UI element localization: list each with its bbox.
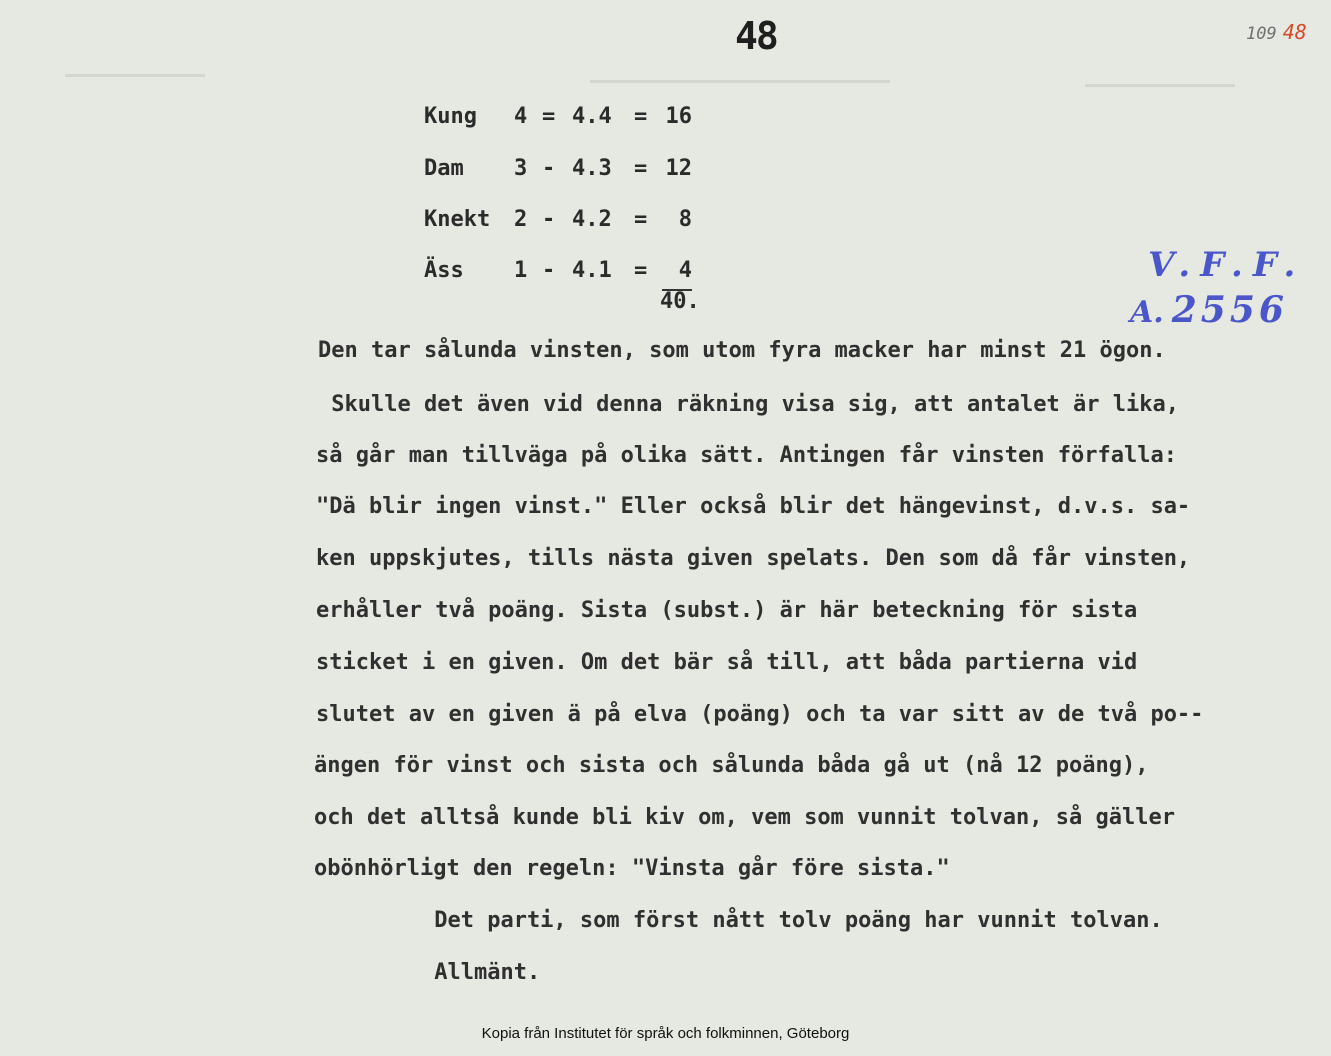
calc-product: 4.1 xyxy=(572,258,612,283)
calc-eq: = xyxy=(634,156,648,181)
calc-label: Kung xyxy=(424,104,477,129)
body-line: så går man tillväga på olika sätt. Antingen får vinsten förfalla: xyxy=(316,443,1177,468)
calc-label: Äss xyxy=(424,258,464,283)
stamp-line-1: V.F.F. xyxy=(1148,245,1306,285)
calc-result: 12 xyxy=(665,156,692,181)
body-line: erhåller två poäng. Sista (subst.) är här beteckning för sista xyxy=(316,598,1138,623)
stamp-prefix: A. xyxy=(1130,295,1164,330)
faint-rule xyxy=(1085,84,1235,87)
calc-op: = xyxy=(542,104,556,129)
calc-result: 8 xyxy=(678,207,692,232)
calc-count: 4 xyxy=(514,104,528,129)
body-line: ken uppskjutes, tills nästa given spelats. Den som då får vinsten, xyxy=(316,546,1191,571)
faint-rule xyxy=(590,80,890,83)
body-line: "Dä blir ingen vinst." Eller också blir det hängevinst, d.v.s. sa- xyxy=(316,494,1191,519)
archive-number xyxy=(1246,20,1307,44)
faint-rule xyxy=(65,74,205,77)
calc-result: 4 xyxy=(678,258,692,283)
calc-count: 3 xyxy=(514,156,528,181)
body-line: Allmänt. xyxy=(368,960,541,985)
calc-label: Dam xyxy=(424,156,464,181)
body-line: sticket i en given. Om det bär så till, att båda partierna vid xyxy=(316,650,1138,675)
calc-product: 4.2 xyxy=(572,207,612,232)
calc-label: Knekt xyxy=(424,207,491,232)
calc-product: 4.3 xyxy=(572,156,612,181)
calc-total: 40. xyxy=(660,289,700,314)
body-line: Den tar sålunda vinsten, som utom fyra macker har minst 21 ögon. xyxy=(318,338,1166,363)
archive-number-red: 48 xyxy=(1282,20,1307,44)
page-number: 48 xyxy=(735,14,777,58)
calc-eq: = xyxy=(634,207,648,232)
calc-op: - xyxy=(542,207,556,232)
body-line: Det parti, som först nått tolv poäng har vunnit tolvan. xyxy=(368,908,1163,933)
archive-number-pencil: 109 xyxy=(1246,24,1277,44)
stamp-number: 2556 xyxy=(1171,289,1288,331)
body-line: slutet av en given ä på elva (poäng) och ta var sitt av de två po-- xyxy=(316,702,1204,727)
stamp-line-2 xyxy=(1130,289,1288,331)
calc-count: 1 xyxy=(514,258,528,283)
calc-op: - xyxy=(542,156,556,181)
calc-eq: = xyxy=(634,258,648,283)
body-line: obönhörligt den regeln: "Vinsta går före sista." xyxy=(314,856,950,881)
body-line: ängen för vinst och sista och sålunda båda gå ut (nå 12 poäng), xyxy=(314,753,1149,778)
calc-eq: = xyxy=(634,104,648,129)
calc-product: 4.4 xyxy=(572,104,612,129)
calc-count: 2 xyxy=(514,207,528,232)
calc-op: - xyxy=(542,258,556,283)
footer-credit: Kopia från Institutet för språk och folkminnen, Göteborg xyxy=(481,1025,850,1042)
body-line: och det alltså kunde bli kiv om, vem som vunnit tolvan, så gäller xyxy=(314,805,1175,830)
calc-result: 16 xyxy=(665,104,692,129)
body-line: Skulle det även vid denna räkning visa sig, att antalet är lika, xyxy=(318,392,1179,417)
